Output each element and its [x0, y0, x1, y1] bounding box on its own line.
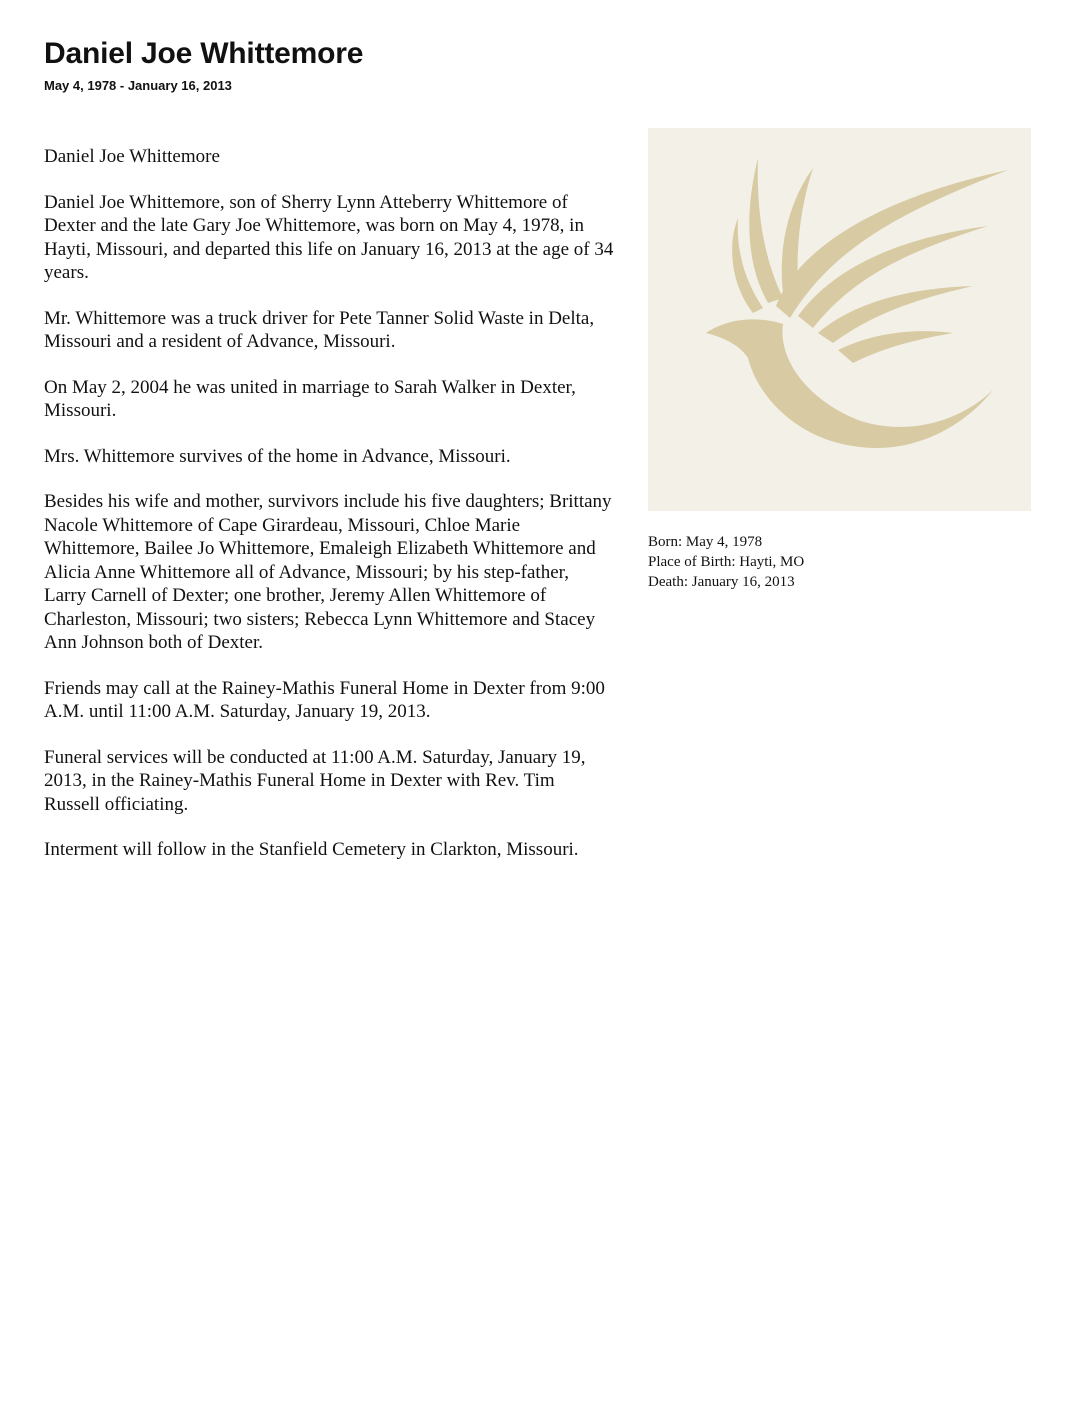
dove-icon: [648, 128, 1031, 511]
memorial-image: [648, 128, 1031, 511]
obituary-paragraph: On May 2, 2004 he was united in marriage to Sarah Walker in Dexter, Missouri.: [44, 376, 576, 421]
birth-place: Place of Birth: Hayti, MO: [648, 554, 805, 570]
vital-facts: [648, 532, 804, 592]
death-date: Death: January 16, 2013: [648, 574, 795, 590]
obituary-paragraph: Daniel Joe Whittemore: [44, 146, 220, 167]
obituary-paragraph: Friends may call at the Rainey-Mathis Funeral Home in Dexter from 9:00 A.M. until 11:00 A.M. Saturday, January 19, 2013.: [44, 677, 605, 722]
life-dates: May 4, 1978 - January 16, 2013: [44, 78, 232, 93]
birth-date: Born: May 4, 1978: [648, 534, 763, 550]
obituary-paragraph: Besides his wife and mother, survivors include his five daughters; Brittany Nacole Whittemore of Cape Girardeau, Missouri, Chloe Marie Whittemore, Bailee Jo Whittemore, Emaleigh Elizabeth Whittemore and Alicia Anne Whittemore all of Advance, Missouri; by his step-father, Larry Carnell of Dexter; one brother, Jeremy Allen Whittemore of Charleston, Missouri; two sisters; Rebecca Lynn Whittemore and Stacey Ann Johnson both of Dexter.: [44, 491, 612, 653]
obituary-paragraph: Funeral services will be conducted at 11:00 A.M. Saturday, January 19, 2013, in the Rainey-Mathis Funeral Home in Dexter with Rev. Tim Russell officiating.: [44, 746, 586, 815]
obituary-header: [44, 36, 1044, 94]
page-title: Daniel Joe Whittemore: [44, 37, 364, 70]
obituary-paragraph: Interment will follow in the Stanfield Cemetery in Clarkton, Missouri.: [44, 839, 579, 860]
obituary-paragraph: Mr. Whittemore was a truck driver for Pete Tanner Solid Waste in Delta, Missouri and a resident of Advance, Missouri.: [44, 307, 595, 352]
obituary-paragraph: Mrs. Whittemore survives of the home in Advance, Missouri.: [44, 445, 511, 467]
obituary-text: [44, 145, 614, 884]
obituary-paragraph: Daniel Joe Whittemore, son of Sherry Lynn Atteberry Whittemore of Dexter and the late Gary Joe Whittemore, was born on May 4, 1978, in Hayti, Missouri, and departed this life on January 16, 2013 at the age of 34 years.: [44, 191, 614, 283]
